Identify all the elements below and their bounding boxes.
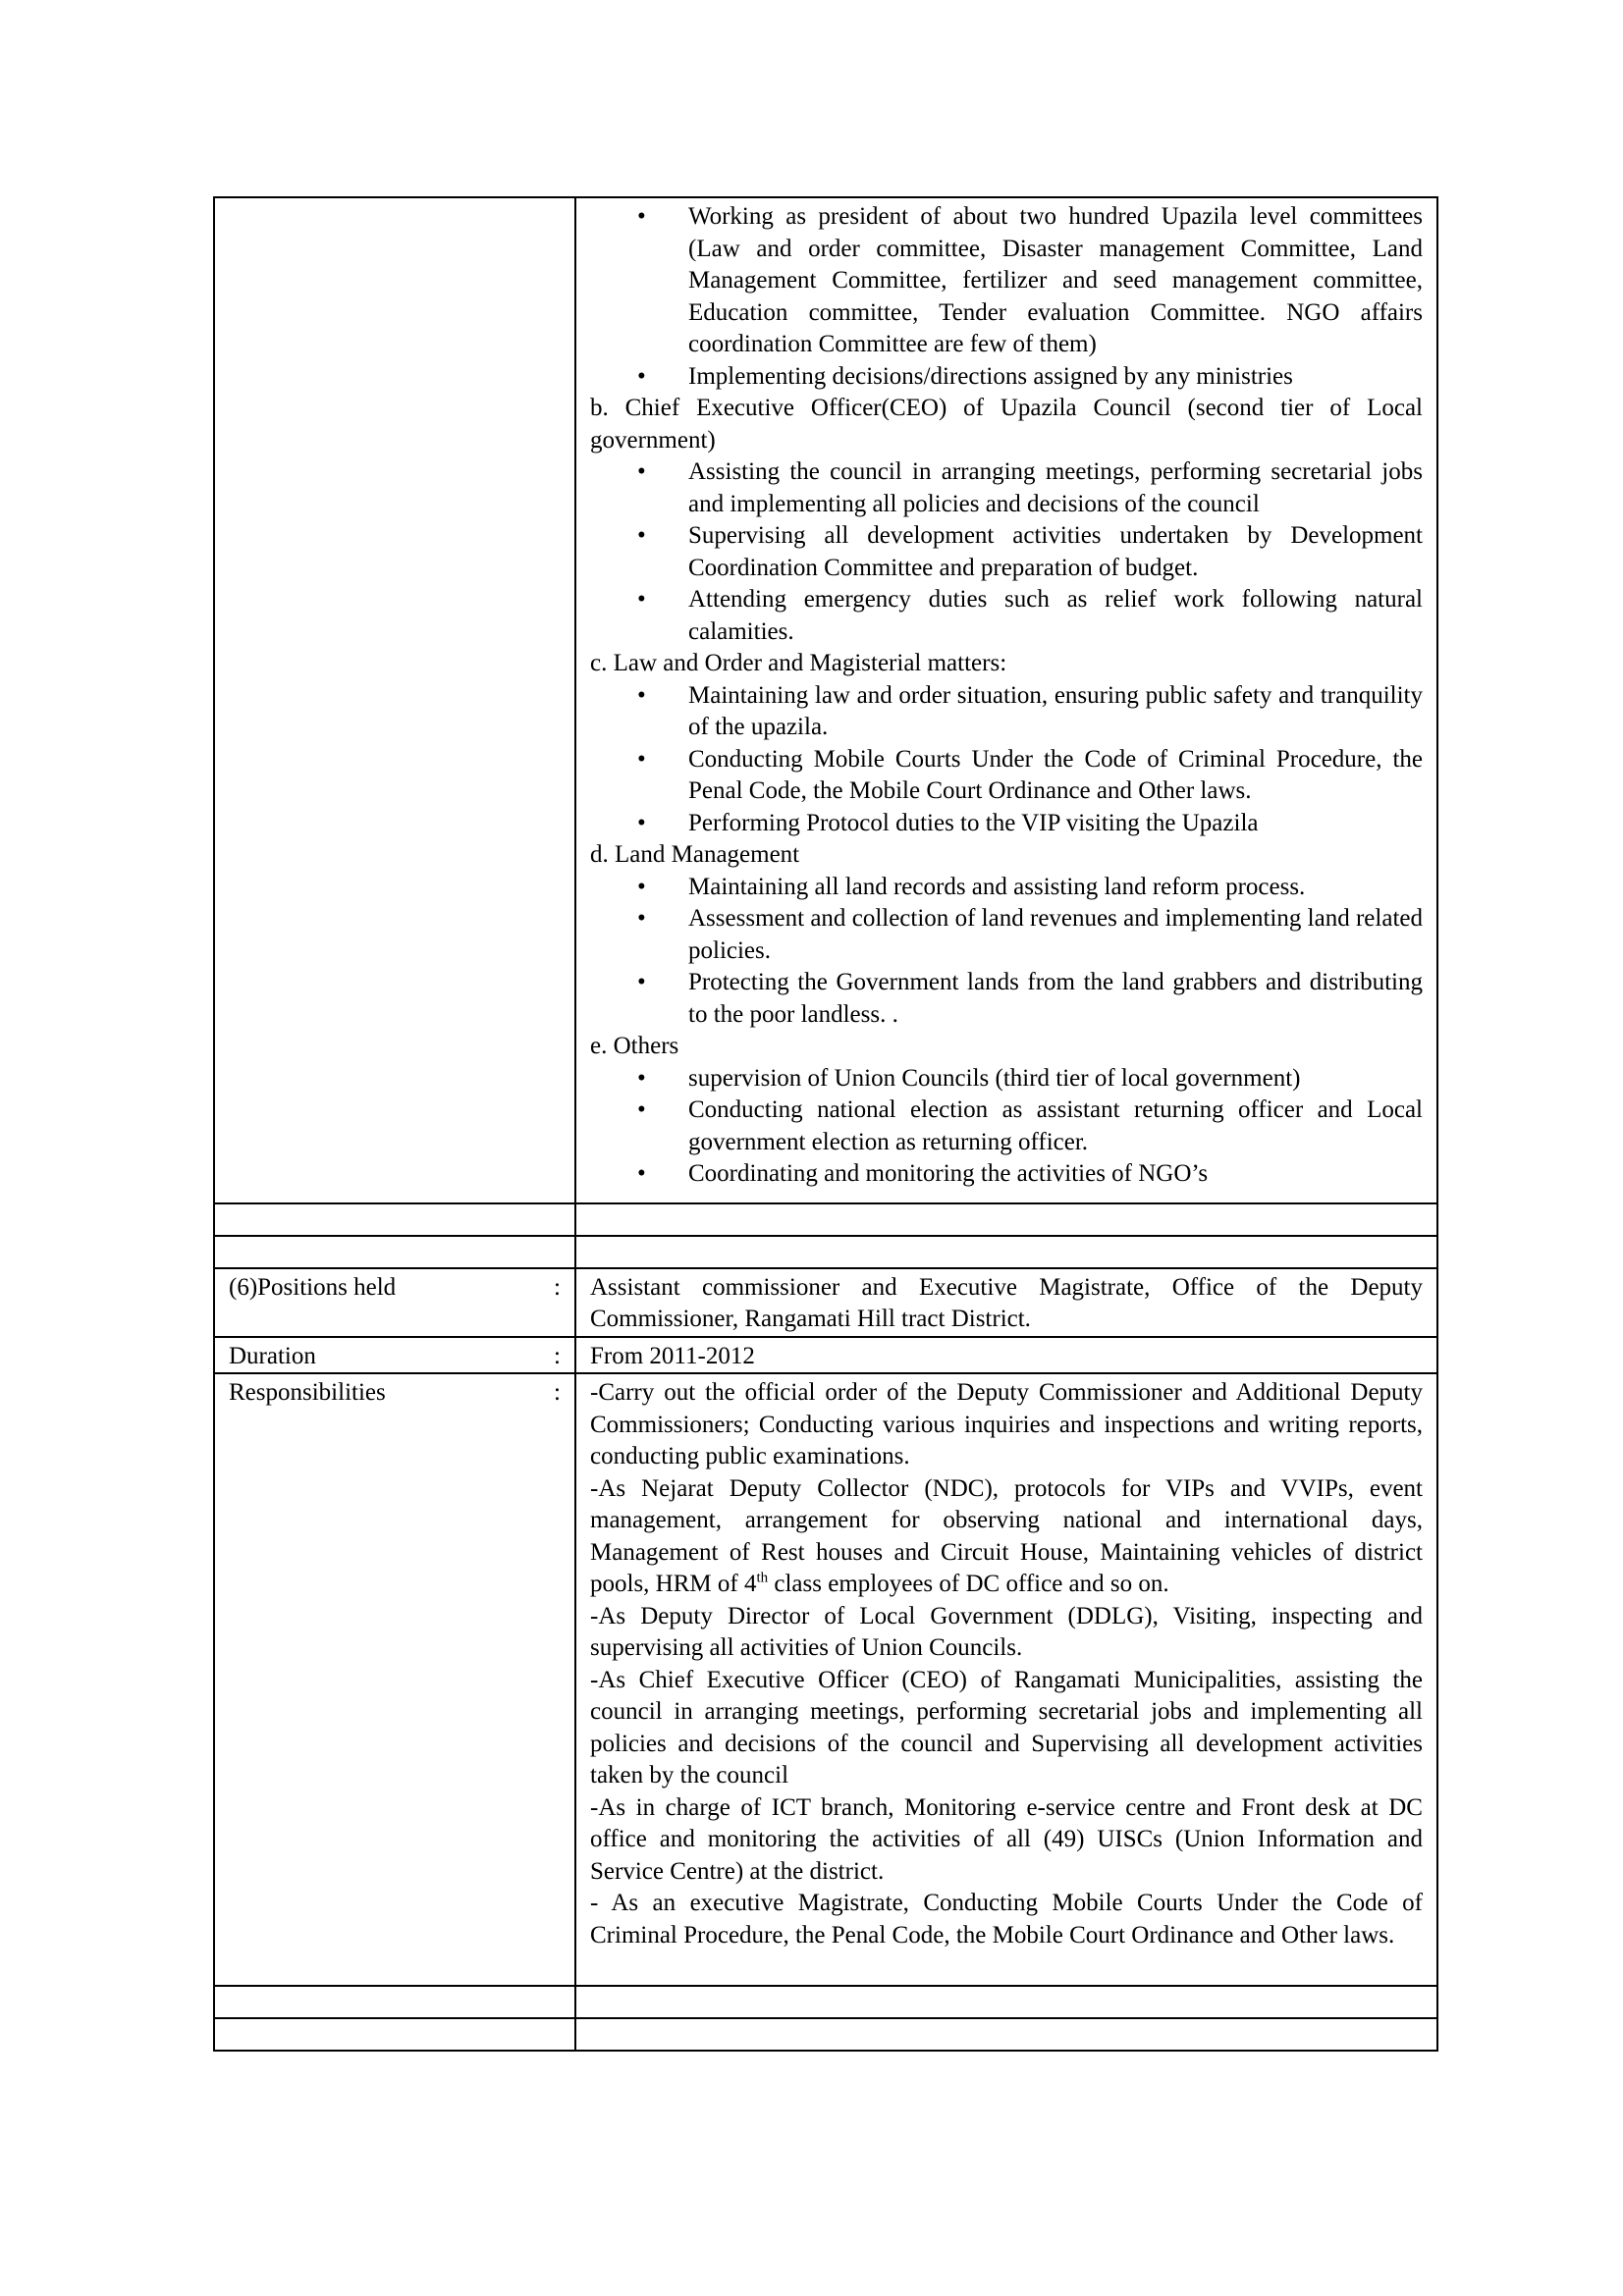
duration-value: From 2011-2012 bbox=[590, 1342, 755, 1369]
empty-cell bbox=[575, 1203, 1437, 1236]
bullet-item: • Maintaining all land records and assisting land reform process. bbox=[590, 872, 1423, 904]
colon: : bbox=[554, 1379, 561, 1406]
responsibilities-label-cell bbox=[214, 1373, 575, 1986]
empty-cell bbox=[575, 2018, 1437, 2051]
bullet-item: • Protecting the Government lands from the land grabbers and distributing to the poor landless. . bbox=[590, 967, 1423, 1031]
positions-held-label: (6)Positions held bbox=[229, 1273, 397, 1301]
section-heading-b: b. Chief Executive Officer(CEO) of Upazila Council (second tier of Local government) bbox=[590, 395, 1423, 454]
duration-row bbox=[214, 1337, 1437, 1374]
colon: : bbox=[554, 1342, 561, 1369]
duration-label-cell bbox=[214, 1337, 575, 1374]
bullet-item: • supervision of Union Councils (third tier of local government) bbox=[590, 1063, 1423, 1095]
section-heading-e: e. Others bbox=[590, 1033, 679, 1059]
bullet-item: • Supervising all development activities undertaken by Development Coordination Committee and preparation of budget. bbox=[590, 520, 1423, 584]
cv-table bbox=[213, 196, 1438, 2052]
empty-cell bbox=[575, 1986, 1437, 2018]
responsibility-paragraph: -As Deputy Director of Local Government (DDLG), Visiting, inspecting and supervising all activities of Union Councils. bbox=[590, 1602, 1423, 1661]
responsibilities-value-cell bbox=[575, 1373, 1437, 1986]
positions-held-row bbox=[214, 1268, 1437, 1337]
positions-held-value: Assistant commissioner and Executive Magistrate, Office of the Deputy Commissioner, Rangamati Hill tract District. bbox=[590, 1273, 1423, 1332]
spacer-row bbox=[214, 1203, 1437, 1236]
bullet-item: • Assisting the council in arranging meetings, performing secretarial jobs and implementing all policies and decisions of the council bbox=[590, 456, 1423, 520]
responsibility-paragraph: -As in charge of ICT branch, Monitoring e-service centre and Front desk at DC office and monitoring the activities of all (49) UISCs (Union Information and Service Centre) at the district. bbox=[590, 1793, 1423, 1885]
bullet-item: • Conducting national election as assistant returning officer and Local government election as returning officer. bbox=[590, 1095, 1423, 1158]
responsibilities-row bbox=[214, 1373, 1437, 1986]
empty-cell bbox=[214, 1986, 575, 2018]
positions-held-label-cell bbox=[214, 1268, 575, 1337]
bullet-item: • Working as president of about two hundred Upazila level committees (Law and order committee, Disaster management Committee, Land Management Committee, fertilizer and seed management committee, Education committee, Tender evaluation Committee. NGO affairs coordination Committee are few of them) bbox=[590, 201, 1423, 361]
spacer-row bbox=[214, 2018, 1437, 2051]
responsibility-paragraph bbox=[590, 1473, 1423, 1601]
bullet-item: • Attending emergency duties such as relief work following natural calamities. bbox=[590, 584, 1423, 648]
bullet-list-c bbox=[590, 680, 1423, 840]
spacer-row bbox=[214, 1236, 1437, 1268]
bullet-list-d bbox=[590, 872, 1423, 1032]
bullet-list-a bbox=[590, 201, 1423, 393]
responsibility-paragraph: - As an executive Magistrate, Conducting Mobile Courts Under the Code of Criminal Procedure, the Penal Code, the Mobile Court Ordinance and Other laws. bbox=[590, 1890, 1423, 1949]
colon: : bbox=[554, 1273, 561, 1301]
empty-cell bbox=[575, 1236, 1437, 1268]
responsibilities-label: Responsibilities bbox=[229, 1379, 386, 1406]
bullet-item: • Assessment and collection of land revenues and implementing land related policies. bbox=[590, 903, 1423, 967]
bullet-list-e bbox=[590, 1063, 1423, 1191]
duration-label: Duration bbox=[229, 1342, 316, 1369]
section-heading-c: c. Law and Order and Magisterial matters: bbox=[590, 650, 1007, 676]
ordinal-suffix: th bbox=[756, 1570, 769, 1586]
bullet-item: • Maintaining law and order situation, ensuring public safety and tranquility of the upazila. bbox=[590, 680, 1423, 744]
empty-cell bbox=[214, 2018, 575, 2051]
positions-held-value-cell bbox=[575, 1268, 1437, 1337]
responsibility-continuation-row bbox=[214, 197, 1437, 1203]
bullet-item: • Performing Protocol duties to the VIP visiting the Upazila bbox=[590, 808, 1423, 840]
empty-cell bbox=[214, 1236, 575, 1268]
responsibility-text: -As Nejarat Deputy Collector (NDC), protocols for VIPs and VVIPs, event management, arrangement for observing national and international days, Management of Rest houses and Circuit House, Maintaining vehicles of district pools, HRM of 4 bbox=[590, 1474, 1423, 1597]
empty-cell bbox=[214, 1203, 575, 1236]
responsibility-details-cell bbox=[575, 197, 1437, 1203]
bullet-item: • Coordinating and monitoring the activities of NGO’s bbox=[590, 1158, 1423, 1191]
spacer-row bbox=[214, 1986, 1437, 2018]
bullet-item: • Conducting Mobile Courts Under the Code of Criminal Procedure, the Penal Code, the Mobile Court Ordinance and Other laws. bbox=[590, 744, 1423, 808]
section-heading-d: d. Land Management bbox=[590, 841, 800, 868]
responsibility-paragraph: -Carry out the official order of the Deputy Commissioner and Additional Deputy Commissioners; Conducting various inquiries and inspections and writing reports, conducting public examinations. bbox=[590, 1379, 1423, 1469]
left-empty-cell bbox=[214, 197, 575, 1203]
bullet-list-b bbox=[590, 456, 1423, 648]
duration-value-cell bbox=[575, 1337, 1437, 1374]
responsibility-paragraph: -As Chief Executive Officer (CEO) of Rangamati Municipalities, assisting the council in arranging meetings, performing secretarial jobs and implementing all policies and decisions of the council and Supervising all development activities taken by the council bbox=[590, 1666, 1423, 1789]
bullet-item: • Implementing decisions/directions assigned by any ministries bbox=[590, 361, 1423, 394]
responsibility-text: class employees of DC office and so on. bbox=[768, 1571, 1169, 1597]
